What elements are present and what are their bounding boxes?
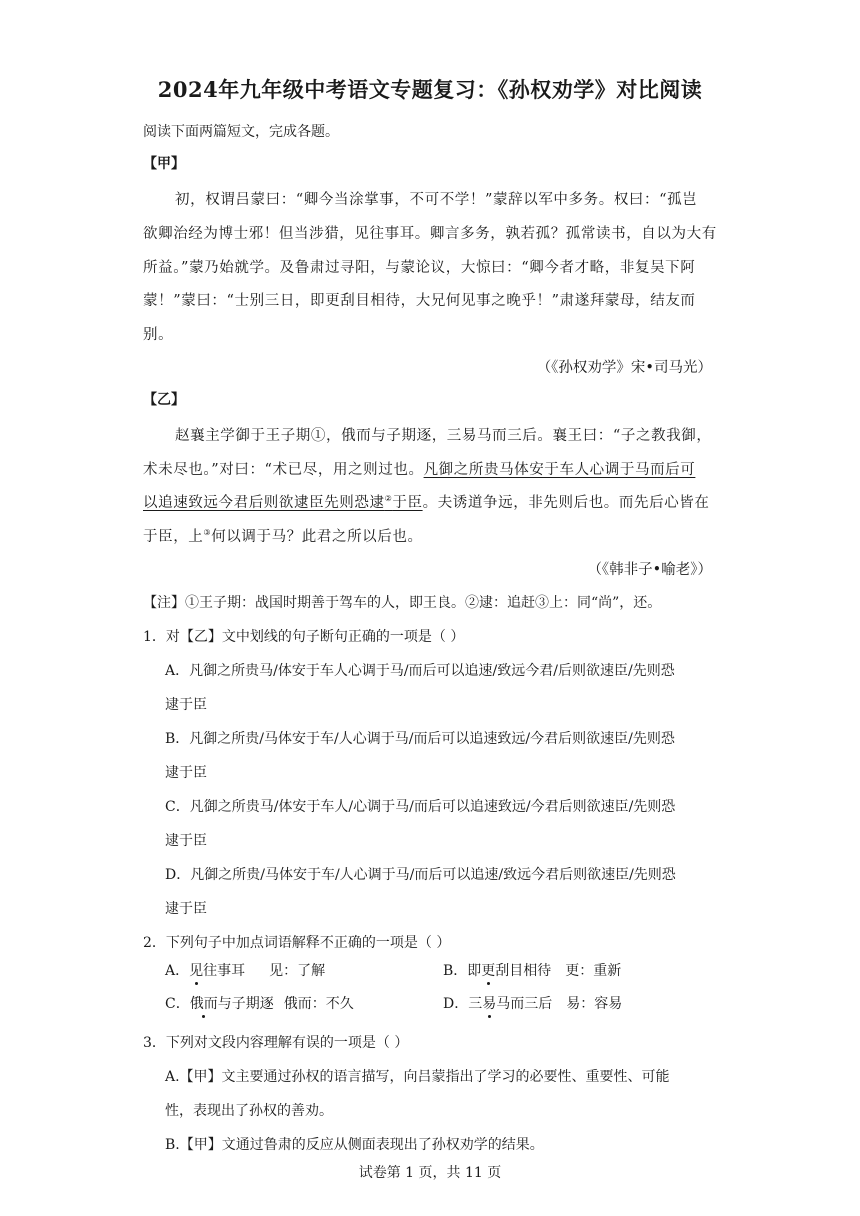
passage-jia-source: （《孙权劝学》宋•司马光） (536, 360, 712, 376)
dotted-word: 见 (189, 960, 203, 980)
q1-option-a-cont: 逮于臣 (165, 697, 207, 713)
instruction: 阅读下面两篇短文，完成各题。 (143, 124, 339, 140)
dotted-word: 俄而 (190, 993, 218, 1013)
question-1-stem: 1．对【乙】文中划线的句子断句正确的一项是（ ） (143, 629, 465, 645)
dotted-word: 更 (481, 960, 495, 980)
footnotes: 【注】①王子期：战国时期善于驾车的人，即王良。②逮：追赶③上：同“尚”，还。 (143, 595, 662, 611)
option-letter: C． (165, 996, 190, 1012)
q1-option-c-cont: 逮于臣 (165, 833, 207, 849)
passage-yi-text: 术未尽也。”对曰：“术已尽，用之则过也。 (143, 462, 424, 478)
passage-yi-text: 何以调于马？此君之所以后也。 (211, 529, 423, 545)
q2-option-d[interactable] (443, 993, 622, 1013)
passage-yi-line (143, 491, 710, 512)
option-text: 往事耳 (203, 963, 246, 979)
option-letter: B．即 (443, 963, 482, 979)
passage-jia-line: 别。 (143, 327, 174, 343)
q3-option-b[interactable]: B.【甲】文通过鲁肃的反应从侧面表现出了孙权劝学的结果。 (165, 1137, 544, 1153)
footnote-mark: ③ (203, 528, 212, 538)
page-title: 2024年九年级中考语文专题复习：《孙权劝学》对比阅读 (157, 77, 703, 102)
underlined-text: 于臣 (392, 495, 423, 511)
option-text: 刮目相待 (495, 963, 552, 979)
option-letter: A． (165, 963, 190, 979)
passage-yi-text: 。夫诱道争远，非先则后也。而先后心皆在 (422, 495, 710, 511)
q2-option-c[interactable] (165, 993, 354, 1013)
option-gloss: 易：容易 (566, 996, 623, 1012)
underlined-sentence (143, 495, 423, 511)
passage-yi-line (143, 458, 695, 479)
passage-jia-line: 欲卿治经为博士邪！但当涉猎，见往事耳。卿言多务，孰若孤？孤常读书，自以为大有 (143, 226, 717, 242)
q3-option-a[interactable]: A.【甲】文主要通过孙权的语言描写，向吕蒙指出了学习的必要性、重要性、可能 (165, 1069, 670, 1085)
passage-yi-label: 【乙】 (143, 392, 185, 408)
q1-option-c[interactable]: C．凡御之所贵马/体安于车人/心调于马/而后可以追速致远/今君后则欲速臣/先则恐 (165, 799, 676, 815)
passage-jia-line: 蒙！”蒙曰：“士别三日，即更刮目相待，大兄何见事之晚乎！”肃遂拜蒙母，结友而 (143, 293, 696, 309)
q1-option-b-cont: 逮于臣 (165, 765, 207, 781)
passage-yi-line (143, 525, 423, 546)
q2-option-b[interactable] (443, 960, 621, 980)
option-text: 与子期逐 (217, 996, 274, 1012)
q2-option-a[interactable] (165, 960, 325, 980)
option-gloss: 俄而：不久 (283, 996, 354, 1012)
q1-option-d[interactable]: D．凡御之所贵/马体安于车/人心调于马/而后可以追速/致远今君后则欲速臣/先则恐 (165, 867, 676, 883)
q3-option-a-cont: 性，表现出了孙权的善劝。 (165, 1103, 333, 1119)
option-gloss: 更：重新 (565, 963, 622, 979)
q1-option-d-cont: 逮于臣 (165, 901, 207, 917)
question-2-stem: 2．下列句子中加点词语解释不正确的一项是（ ） (143, 935, 451, 951)
dotted-word: 易 (482, 993, 496, 1013)
underlined-text: 以追速致远今君后则欲逮臣先则恐逮 (143, 495, 385, 511)
q1-option-a[interactable]: A．凡御之所贵马/体安于车人心调于马/而后可以追速/致远今君/后则欲速臣/先则恐 (165, 663, 675, 679)
option-text: 马而三后 (496, 996, 553, 1012)
passage-jia-line: 所益。”蒙乃始就学。及鲁肃过寻阳，与蒙论议，大惊曰：“卿今者才略，非复吴下阿 (143, 260, 696, 276)
passage-yi-text: 于臣，上 (143, 529, 204, 545)
passage-jia-label: 【甲】 (143, 156, 185, 172)
option-letter: D．三 (443, 996, 483, 1012)
option-gloss: 见：了解 (269, 963, 326, 979)
footnote-mark: ② (384, 494, 393, 504)
passage-yi-line: 赵襄主学御于王子期①，俄而与子期逐，三易马而三后。襄王曰：“子之教我御， (175, 428, 712, 444)
question-3-stem: 3．下列对文段内容理解有误的一项是（ ） (143, 1035, 409, 1051)
underlined-sentence: 凡御之所贵马体安于车人心调于马而后可 (423, 462, 696, 478)
page-footer: 试卷第 1 页，共 11 页 (358, 1165, 502, 1181)
passage-jia-line: 初，权谓吕蒙曰：“卿今当涂掌事，不可不学！”蒙辞以军中多务。权曰：“孤岂 (175, 192, 698, 208)
passage-yi-source: （《韩非子•喻老》） (587, 562, 712, 578)
q1-option-b[interactable]: B．凡御之所贵/马体安于车/人心调于马/而后可以追速致远/今君后则欲速臣/先则恐 (165, 731, 675, 747)
